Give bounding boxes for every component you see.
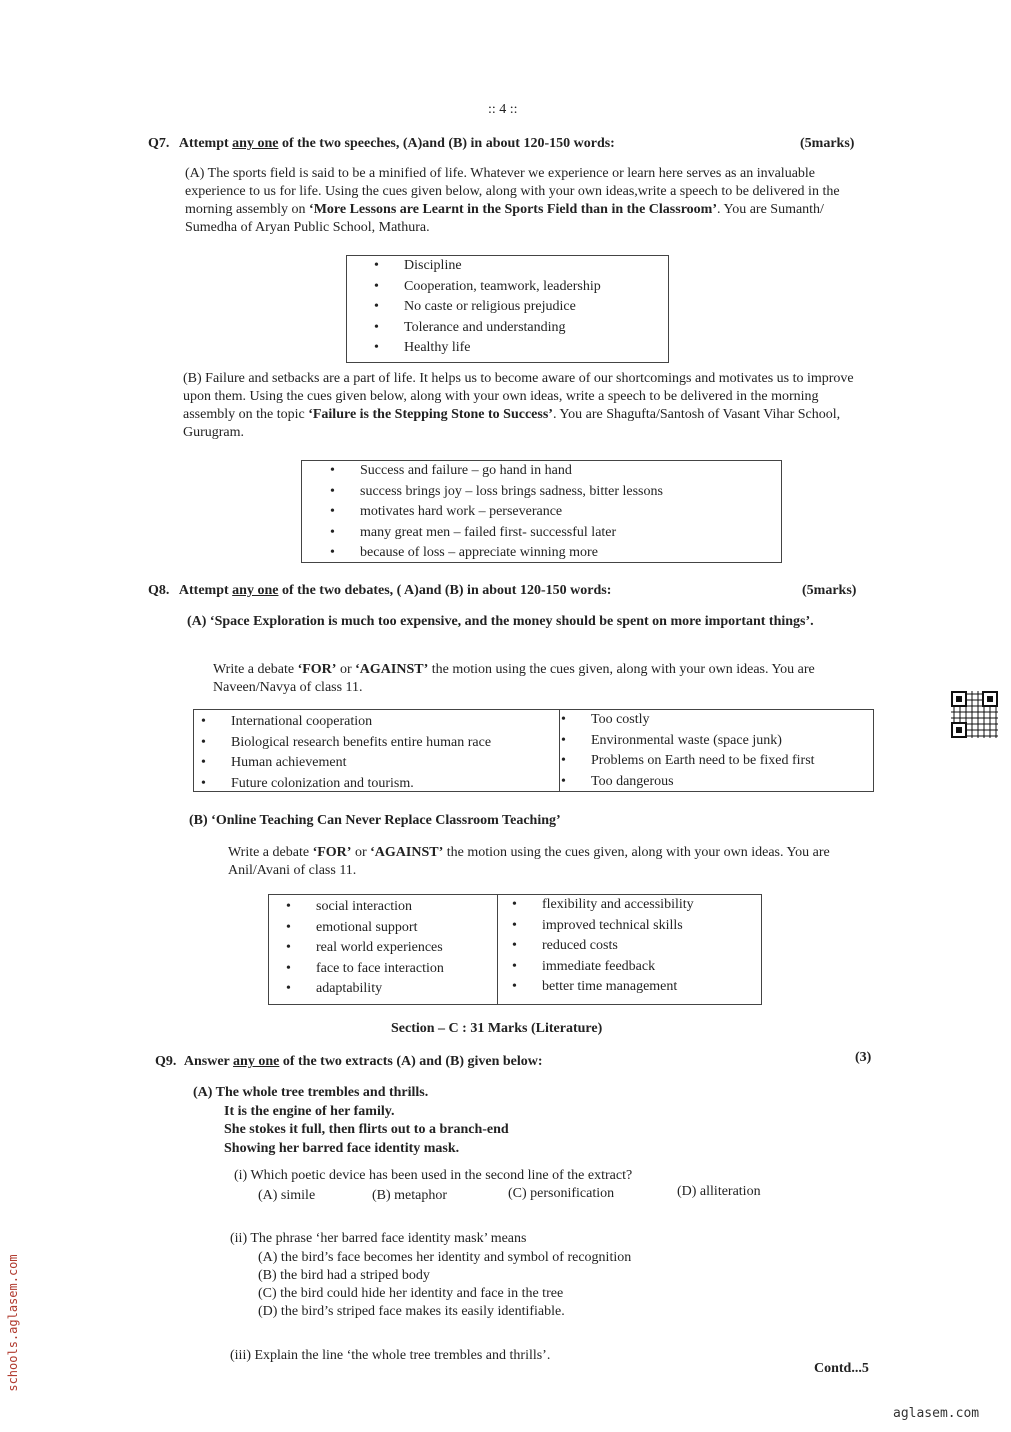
- list-item: • improved technical skills: [542, 916, 694, 937]
- list-item: • motivates hard work – perseverance: [360, 502, 663, 523]
- list-item: • immediate feedback: [542, 957, 694, 978]
- list-item: • emotional support: [316, 918, 444, 939]
- option-d: (D) the bird’s striped face makes its easily identifiable.: [258, 1304, 565, 1319]
- q7b-cues-box: [301, 460, 782, 563]
- option-b: (B) metaphor: [372, 1188, 448, 1203]
- watermark-left[interactable]: schools.aglasem.com: [6, 1254, 20, 1392]
- poem-line: It is the engine of her family.: [224, 1103, 395, 1119]
- q7a-paragraph: [185, 165, 865, 237]
- q8-heading-pre: Attempt: [178, 583, 229, 598]
- q8a-cues-table: [193, 709, 874, 792]
- q8a-cues-for: [231, 712, 491, 794]
- q9a-question-2: (ii) The phrase ‘her barred face identity mask’ means: [230, 1231, 527, 1246]
- list-item: • because of loss – appreciate winning more: [360, 543, 663, 564]
- q9-heading: [155, 1054, 543, 1070]
- list-item: • Success and failure – go hand in hand: [360, 461, 663, 482]
- q8a-instr1: Write a debate: [213, 662, 295, 677]
- q8b-cues-for: [316, 897, 444, 1000]
- q8-marks: (5marks): [802, 583, 857, 598]
- q8b-instr1: Write a debate: [228, 845, 310, 860]
- q8a-title: (A) ‘Space Exploration is much too expensive, and the money should be spent on more important things’.: [187, 614, 814, 629]
- q9-number: Q9.: [155, 1054, 177, 1069]
- contd-label: Contd...5: [814, 1361, 869, 1376]
- q7-heading-post: of the two speeches, (A)and (B) in about 120-150 words:: [281, 136, 615, 151]
- list-item: • Discipline: [404, 256, 601, 277]
- q7a-text2: . You are Sumanth/ Sumedha of Aryan Public School, Mathura.: [185, 202, 824, 235]
- q8b-cues-table: [268, 894, 762, 1005]
- q7a-cues-list: [404, 256, 601, 359]
- q8b-against: ‘AGAINST’: [370, 845, 444, 860]
- option-a: (A) simile: [258, 1188, 316, 1203]
- q7a-text1: (A) The sports field is said to be a minified of life. Whatever we experience or learn here serves as an invaluable experience to us for life. Using the cues given below, along with your own ideas,write a speech to be delivered in the morning assembly on: [185, 166, 840, 217]
- q7-number: Q7.: [148, 136, 170, 151]
- list-item: • Too dangerous: [591, 772, 815, 793]
- list-item: • face to face interaction: [316, 959, 444, 980]
- q8-heading-any: any one: [232, 583, 279, 598]
- q8-number: Q8.: [148, 583, 170, 598]
- q8b-or: or: [354, 845, 367, 860]
- list-item: • adaptability: [316, 979, 444, 1000]
- q8a-instructions: [213, 661, 853, 697]
- q7b-text2: . You are Shagufta/Santosh of Vasant Vihar School, Gurugram.: [183, 407, 841, 440]
- q9a-extract: [193, 1084, 509, 1158]
- list-item: • International cooperation: [231, 712, 491, 733]
- q7-heading-pre: Attempt: [178, 136, 229, 151]
- q8b-title: (B) ‘Online Teaching Can Never Replace Classroom Teaching’: [189, 813, 561, 828]
- qr-code-icon: [951, 691, 998, 738]
- q8-heading: [148, 583, 611, 599]
- option-b: (B) the bird had a striped body: [258, 1268, 430, 1283]
- list-item: • Tolerance and understanding: [404, 318, 601, 339]
- list-item: • reduced costs: [542, 936, 694, 957]
- q7b-paragraph: [183, 370, 868, 442]
- list-item: • Environmental waste (space junk): [591, 731, 815, 752]
- q7a-topic: ‘More Lessons are Learnt in the Sports Field than in the Classroom’: [309, 202, 717, 217]
- q9-heading-pre: Answer: [183, 1054, 230, 1069]
- q8a-or: or: [339, 662, 352, 677]
- q9a-question-3: (iii) Explain the line ‘the whole tree trembles and thrills’.: [230, 1348, 551, 1363]
- watermark-bottom[interactable]: aglasem.com: [893, 1406, 980, 1421]
- q9-marks: (3): [855, 1050, 872, 1065]
- q8b-for: ‘FOR’: [312, 845, 352, 860]
- q8b-instructions: [228, 844, 853, 880]
- q8b-cues-against: [542, 895, 694, 998]
- q8a-cues-against: [591, 710, 815, 792]
- section-c-heading: Section – C : 31 Marks (Literature): [391, 1021, 603, 1036]
- q7-heading-any: any one: [232, 136, 279, 151]
- list-item: • better time management: [542, 977, 694, 998]
- poem-line: (A) The whole tree trembles and thrills.: [193, 1085, 429, 1100]
- q7a-cues-box: [346, 255, 669, 363]
- list-item: • Healthy life: [404, 338, 601, 359]
- page-number: :: 4 ::: [488, 102, 518, 117]
- q9-heading-any: any one: [233, 1054, 280, 1069]
- list-item: • many great men – failed first- successful later: [360, 523, 663, 544]
- poem-line: Showing her barred face identity mask.: [224, 1140, 460, 1156]
- q9-heading-post: of the two extracts (A) and (B) given below:: [282, 1054, 543, 1069]
- list-item: • Future colonization and tourism.: [231, 774, 491, 795]
- list-item: • Cooperation, teamwork, leadership: [404, 277, 601, 298]
- q8a-against: ‘AGAINST’: [355, 662, 429, 677]
- option-d: (D) alliteration: [677, 1184, 761, 1199]
- q8b-instr2: the motion using the cues given, along with your own ideas. You are Anil/Avani of class 11.: [228, 845, 830, 878]
- list-item: • success brings joy – loss brings sadness, bitter lessons: [360, 482, 663, 503]
- q7b-text1: (B) Failure and setbacks are a part of life. It helps us to become aware of our shortcomings and motivates us to improve upon them. Using the cues given below, along with your own ideas, write a speech to be delivered in the morning assembly on the topic: [183, 371, 854, 422]
- option-a: (A) the bird’s face becomes her identity and symbol of recognition: [258, 1250, 632, 1265]
- q8a-instr2: the motion using the cues given, along with your own ideas. You are Naveen/Navya of class 11.: [213, 662, 815, 695]
- list-item: • No caste or religious prejudice: [404, 297, 601, 318]
- q7b-cues-list: [360, 461, 663, 564]
- list-item: • real world experiences: [316, 938, 444, 959]
- option-c: (C) personification: [508, 1186, 615, 1201]
- list-item: • Too costly: [591, 710, 815, 731]
- list-item: • Biological research benefits entire human race: [231, 733, 491, 754]
- q7-heading: [148, 136, 615, 152]
- q7b-topic: ‘Failure is the Stepping Stone to Success’: [308, 407, 553, 422]
- q8a-for: ‘FOR’: [297, 662, 337, 677]
- q8-heading-post: of the two debates, ( A)and (B) in about 120-150 words:: [281, 583, 612, 598]
- poem-line: She stokes it full, then flirts out to a branch-end: [224, 1122, 509, 1137]
- q9a-question-2-options: [258, 1249, 631, 1321]
- list-item: • social interaction: [316, 897, 444, 918]
- list-item: • flexibility and accessibility: [542, 895, 694, 916]
- option-c: (C) the bird could hide her identity and face in the tree: [258, 1286, 564, 1301]
- q9a-question-1: (i) Which poetic device has been used in the second line of the extract?: [234, 1168, 633, 1183]
- q7-marks: (5marks): [800, 136, 855, 151]
- list-item: • Human achievement: [231, 753, 491, 774]
- list-item: • Problems on Earth need to be fixed first: [591, 751, 815, 772]
